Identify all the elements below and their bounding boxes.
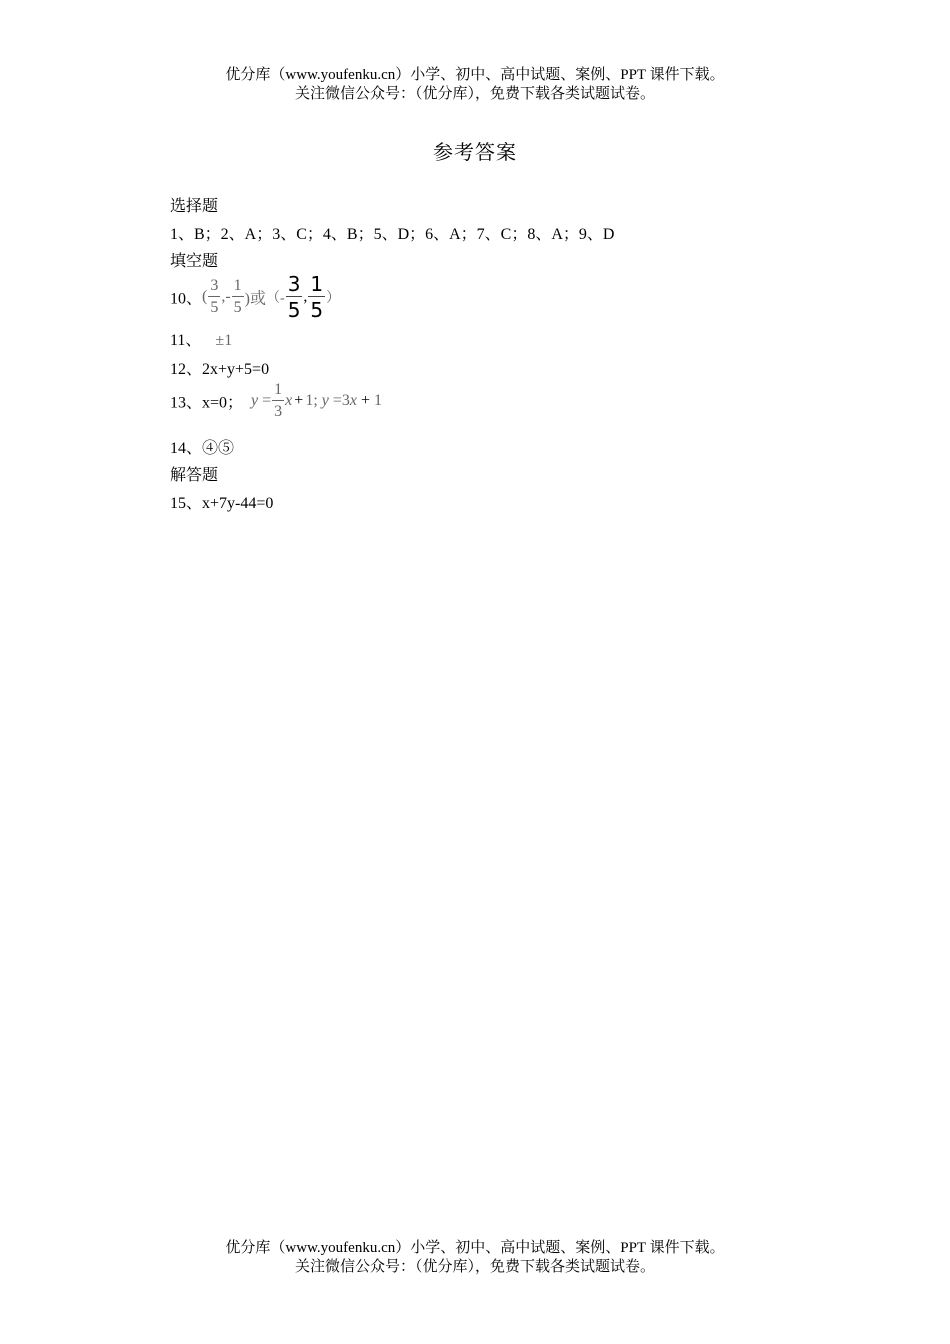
- section-fill-heading: 填空题: [170, 253, 219, 270]
- page-header: [0, 66, 950, 104]
- header-line-2: 关注微信公众号：（优分库），免费下载各类试题试卷。: [294, 86, 655, 102]
- fraction-big-1-5: $\frac{1}{5}$: [310, 272, 324, 322]
- answer-q10: 10、( $\frac{3}{5}$ ,- $\frac{1}{5}$ )或（- $\frac{3}{5}$ , $\frac{1}{5}$ ）: [170, 272, 341, 322]
- answer-q15: 15、x+7y-44=0: [170, 495, 274, 512]
- section-solve-heading: 解答题: [170, 467, 219, 484]
- page-title: 参考答案: [433, 140, 517, 164]
- choice-answers: 1、B；2、A；3、C；4、B；5、D；6、A；7、C；8、A；9、D: [170, 226, 615, 243]
- header-line-1: 优分库（www.youfenku.cn）小学、初中、高中试题、案例、PPT 课件下载。: [225, 67, 725, 83]
- section-choice-heading: 选择题: [170, 198, 219, 215]
- fraction-1-3: $\frac{1}{3}$: [274, 381, 283, 420]
- fraction-3-5: $\frac{3}{5}$: [210, 277, 219, 316]
- fraction-1-5: $\frac{1}{5}$: [233, 277, 242, 316]
- page-footer: [0, 1239, 950, 1277]
- footer-line-1: 优分库（www.youfenku.cn）小学、初中、高中试题、案例、PPT 课件下载。: [225, 1240, 725, 1256]
- answer-q13: 13、x=0； y = $\frac{1}{3}$ x + 1; y =3x + 1: [170, 381, 383, 420]
- answer-q12: 12、2x+y+5=0: [170, 361, 270, 378]
- footer-line-2: 关注微信公众号：（优分库），免费下载各类试题试卷。: [294, 1259, 655, 1275]
- fraction-big-3-5: $\frac{3}{5}$: [287, 272, 301, 322]
- answer-q11: 11、 ±1: [170, 332, 233, 349]
- answer-q14: 14、④⑤: [170, 440, 235, 457]
